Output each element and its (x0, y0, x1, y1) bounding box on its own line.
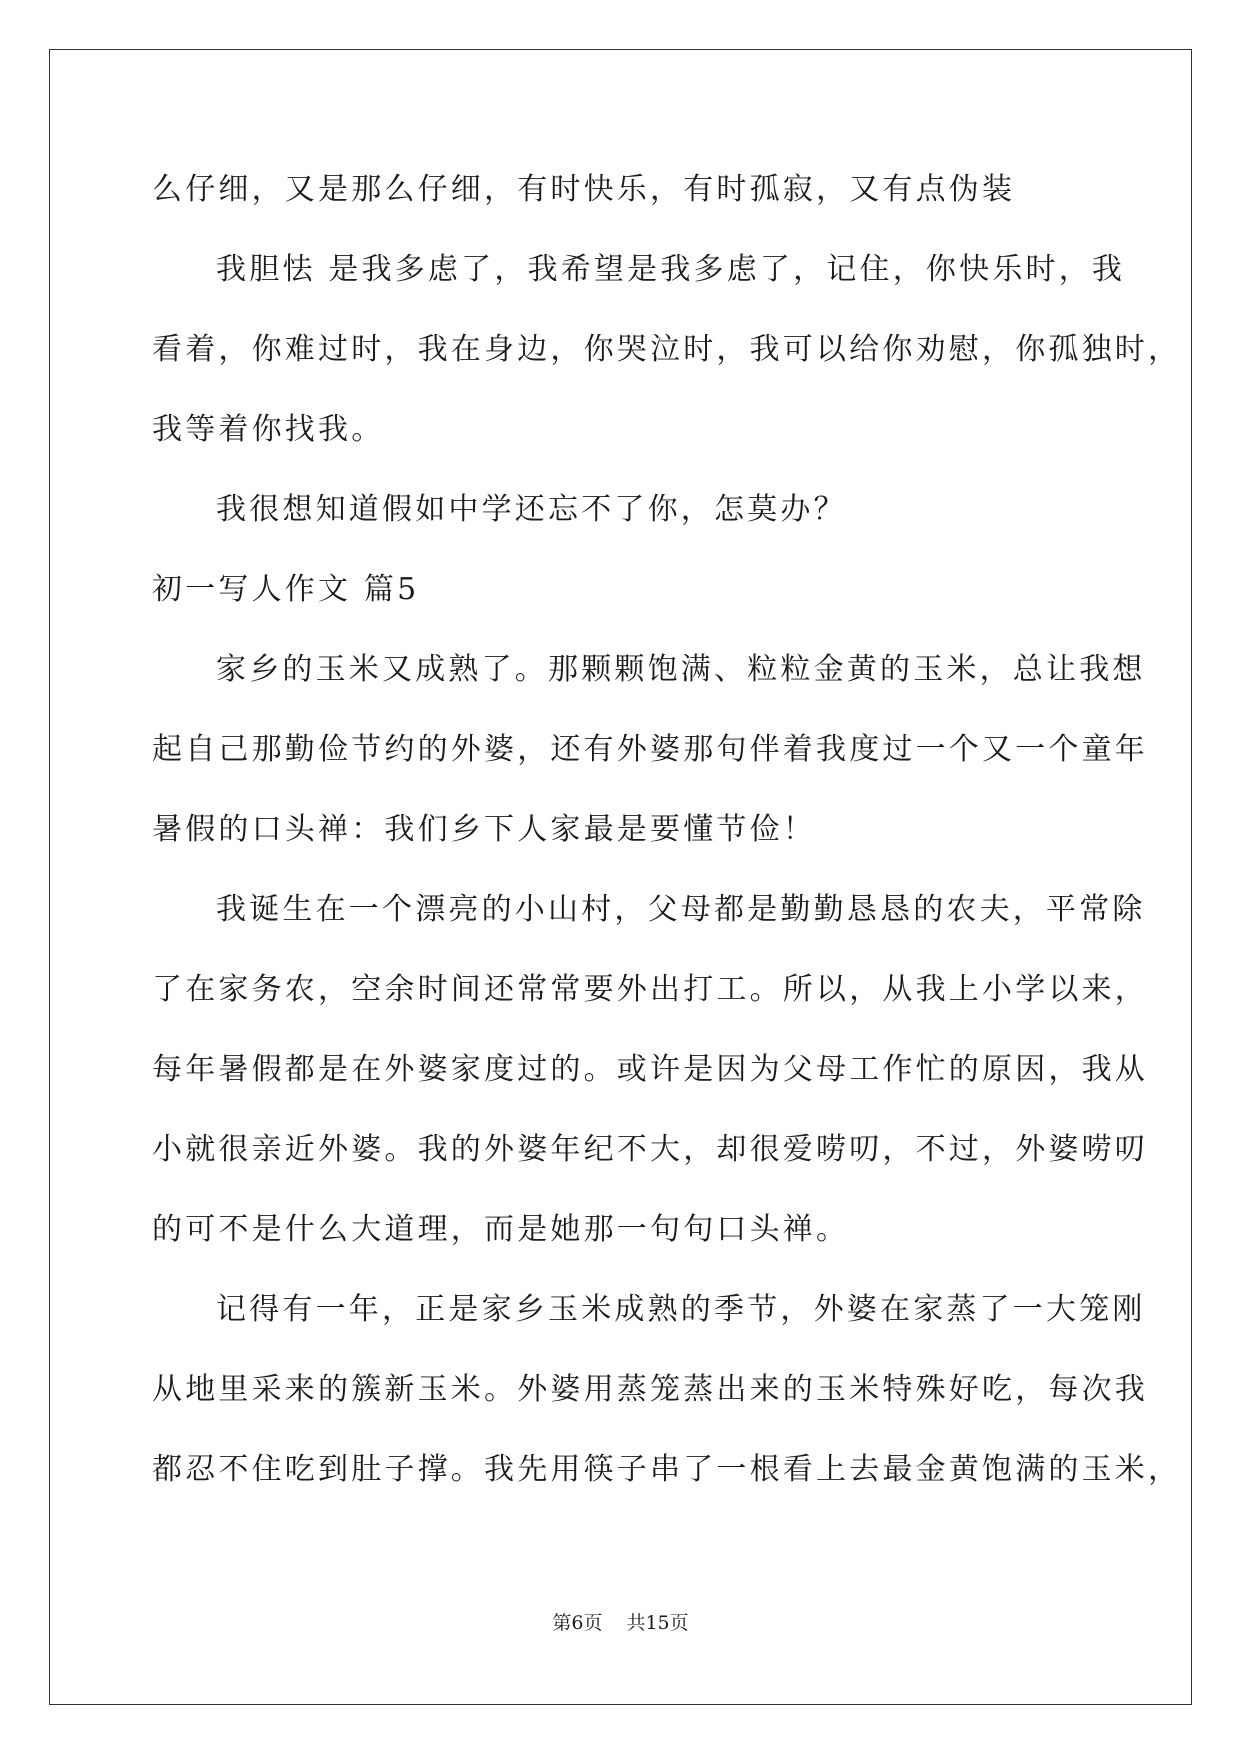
text-line: 暑假的口头禅：我们乡下人家最是要懂节俭！ (152, 812, 816, 847)
text-line: 小就很亲近外婆。我的外婆年纪不大，却很爱唠叨，不过，外婆唠叨 (152, 1132, 1148, 1167)
text-line: 我诞生在一个漂亮的小山村，父母都是勤勤恳恳的农夫，平常除 (216, 892, 1146, 927)
text-line: 都忍不住吃到肚子撑。我先用筷子串了一根看上去最金黄饱满的玉米， (152, 1452, 1182, 1487)
page-footer (0, 1610, 1241, 1636)
page-number: 第6页 (552, 1612, 603, 1634)
page-total: 共15页 (626, 1612, 689, 1634)
text-line: 我胆怯 是我多虑了，我希望是我多虑了，记住，你快乐时，我 (216, 252, 1126, 287)
text-line: 每年暑假都是在外婆家度过的。或许是因为父母工作忙的原因，我从 (152, 1052, 1148, 1087)
text-line: 我等着你找我。 (152, 412, 385, 447)
text-line: 看着，你难过时，我在身边，你哭泣时，我可以给你劝慰，你孤独时， (152, 332, 1182, 367)
text-line: 我很想知道假如中学还忘不了你，怎莫办？ (216, 492, 847, 527)
document-body (152, 150, 1182, 1510)
text-line: 了在家务农，空余时间还常常要外出打工。所以，从我上小学以来， (152, 972, 1148, 1007)
text-line: 么仔细，又是那么仔细，有时快乐，有时孤寂，又有点伪装 (152, 172, 1016, 207)
text-line: 起自己那勤俭节约的外婆，还有外婆那句伴着我度过一个又一个童年 (152, 732, 1148, 767)
text-line: 记得有一年，正是家乡玉米成熟的季节，外婆在家蒸了一大笼刚 (216, 1292, 1146, 1327)
section-heading: 初一写人作文 篇5 (152, 572, 420, 607)
text-line: 的可不是什么大道理，而是她那一句句口头禅。 (152, 1212, 850, 1247)
text-line: 家乡的玉米又成熟了。那颗颗饱满、粒粒金黄的玉米，总让我想 (216, 652, 1146, 687)
text-line: 从地里采来的簇新玉米。外婆用蒸笼蒸出来的玉米特殊好吃，每次我 (152, 1372, 1148, 1407)
